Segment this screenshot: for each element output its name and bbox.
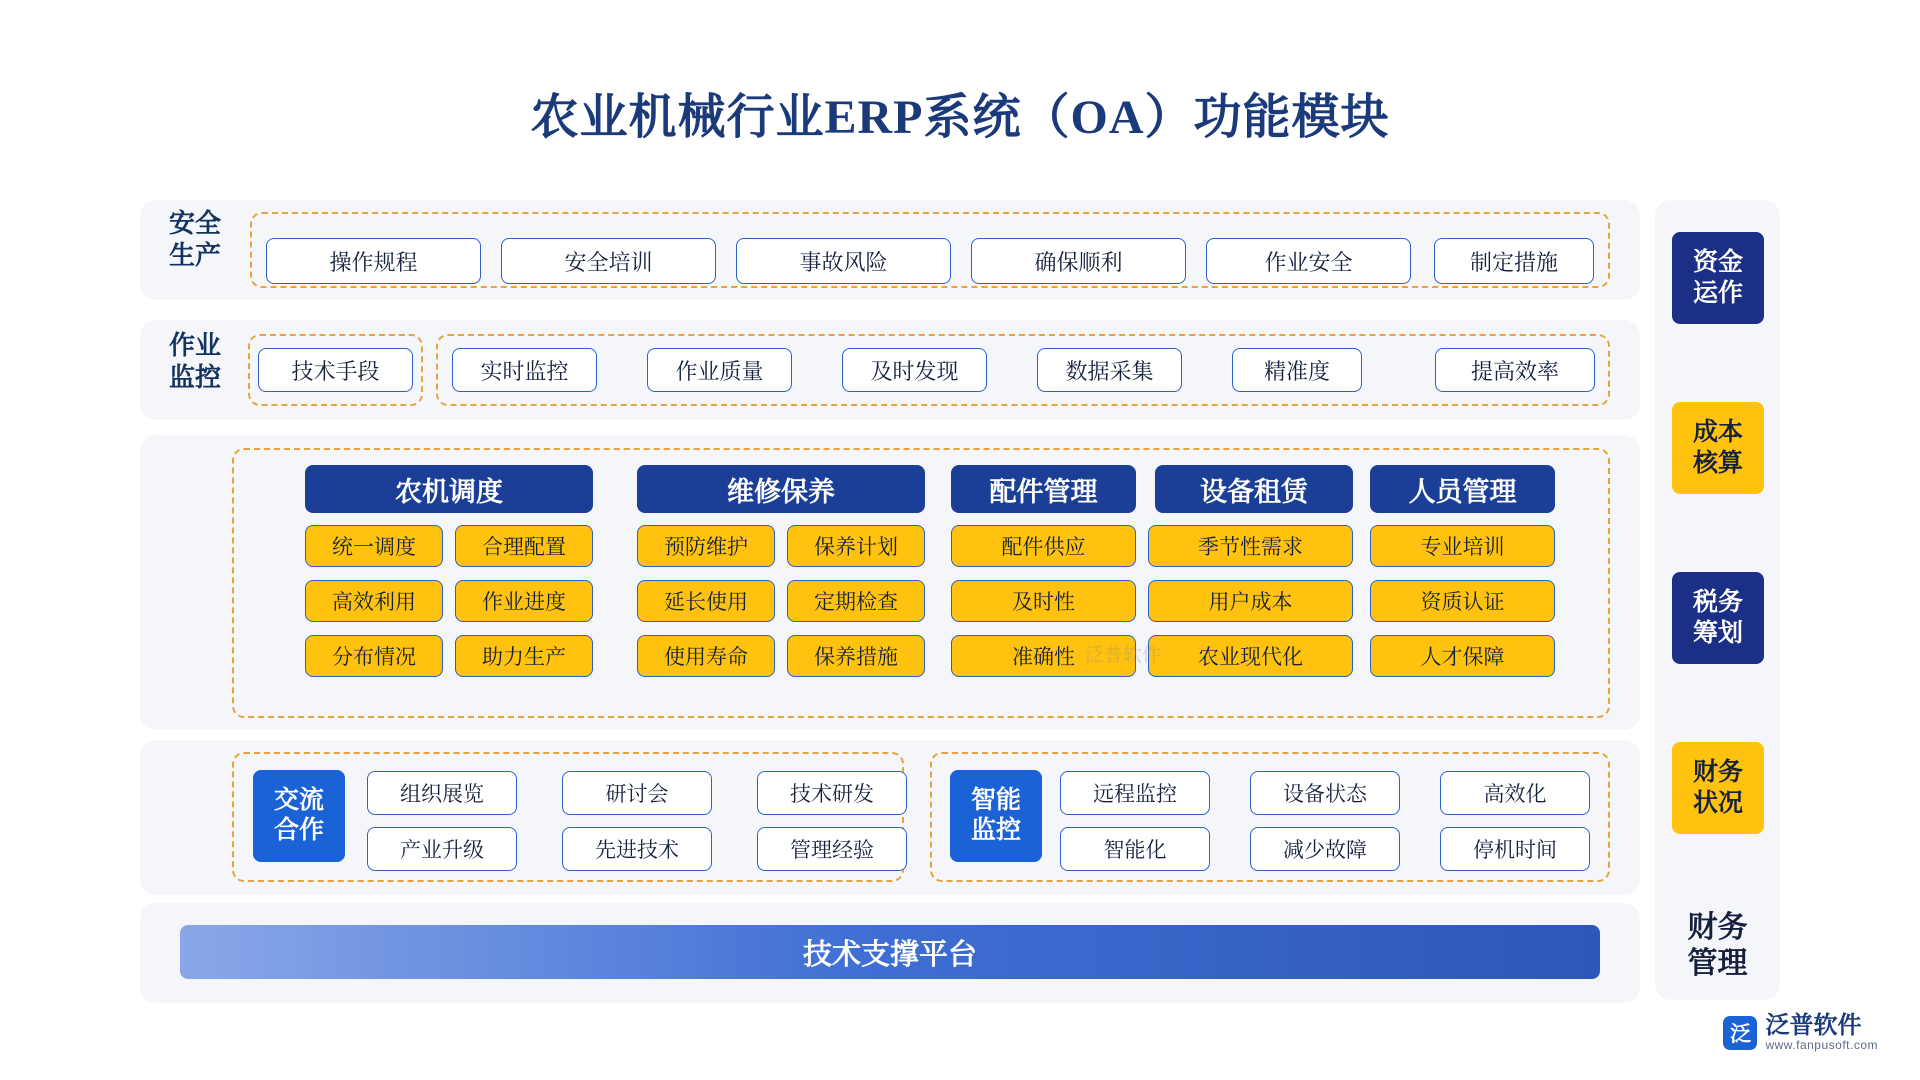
smart-monitor-item-5[interactable]: 停机时间 [1440,827,1590,871]
rail-item-2-line2: 筹划 [1692,620,1743,647]
collab-item-0[interactable]: 组织展览 [367,771,517,815]
brand-url: www.fanpusoft.com [1765,1038,1878,1053]
column-4-item-0[interactable]: 专业培训 [1370,525,1555,567]
smart-monitor-label-line2: 监控 [970,817,1021,844]
monitor-dashed-group [436,334,1610,406]
smart-monitor-item-1[interactable]: 设备状态 [1250,771,1400,815]
rail-item-2-line1: 税务 [1692,589,1743,616]
brand-logo [1723,1014,1878,1052]
column-4-item-1[interactable]: 资质认证 [1370,580,1555,622]
column-2-item-2[interactable]: 准确性 [951,635,1136,677]
column-3-item-0[interactable]: 季节性需求 [1148,525,1353,567]
brand-name: 泛普软件 [1765,1013,1862,1040]
rail-item-0[interactable] [1672,232,1764,324]
collab-label-line1: 交流 [273,787,324,814]
column-head-4[interactable]: 人员管理 [1370,465,1555,513]
column-head-2[interactable]: 配件管理 [951,465,1136,513]
rail-item-1-line2: 核算 [1692,450,1743,477]
column-head-3[interactable]: 设备租赁 [1155,465,1353,513]
rail-item-4 [1660,900,1775,992]
smart-monitor-item-0[interactable]: 远程监控 [1060,771,1210,815]
smart-monitor-label[interactable] [950,770,1042,862]
column-0-item-5[interactable]: 助力生产 [455,635,593,677]
column-0-item-3[interactable]: 作业进度 [455,580,593,622]
chip-monitor-4[interactable]: 精准度 [1232,348,1362,392]
safety-row-label-line2: 生产 [168,241,221,270]
rail-item-4-line1: 财务 [1687,911,1748,944]
collab-item-2[interactable]: 技术研发 [757,771,907,815]
collab-label-line2: 合作 [273,817,324,844]
rail-item-0-line1: 资金 [1692,249,1743,276]
platform-bar[interactable]: 技术支撑平台 [180,925,1600,979]
smart-monitor-item-3[interactable]: 智能化 [1060,827,1210,871]
column-head-0[interactable]: 农机调度 [305,465,593,513]
monitor-row-label [150,330,240,394]
rail-item-3-line1: 财务 [1692,759,1743,786]
collab-item-5[interactable]: 管理经验 [757,827,907,871]
rail-item-1-line1: 成本 [1692,419,1743,446]
safety-row-label-line1: 安全 [168,209,221,238]
chip-safety-2[interactable]: 事故风险 [736,238,951,284]
chip-safety-5[interactable]: 制定措施 [1434,238,1594,284]
chip-safety-4[interactable]: 作业安全 [1206,238,1411,284]
column-1-item-0[interactable]: 预防维护 [637,525,775,567]
column-1-item-3[interactable]: 定期检查 [787,580,925,622]
smart-monitor-item-4[interactable]: 减少故障 [1250,827,1400,871]
column-3-item-1[interactable]: 用户成本 [1148,580,1353,622]
collab-label[interactable] [253,770,345,862]
chip-monitor-3[interactable]: 数据采集 [1037,348,1182,392]
rail-item-1[interactable] [1672,402,1764,494]
chip-monitor-1[interactable]: 作业质量 [647,348,792,392]
monitor-row-label-line2: 监控 [168,363,221,392]
column-0-item-4[interactable]: 分布情况 [305,635,443,677]
chip-monitor-2[interactable]: 及时发现 [842,348,987,392]
watermark: 泛普软件 [1085,645,1162,666]
chip-monitor-lead[interactable]: 技术手段 [258,348,413,392]
column-1-item-5[interactable]: 保养措施 [787,635,925,677]
column-1-item-4[interactable]: 使用寿命 [637,635,775,677]
column-0-item-2[interactable]: 高效利用 [305,580,443,622]
collab-item-1[interactable]: 研讨会 [562,771,712,815]
chip-monitor-5[interactable]: 提高效率 [1435,348,1595,392]
smart-monitor-item-2[interactable]: 高效化 [1440,771,1590,815]
chip-safety-3[interactable]: 确保顺利 [971,238,1186,284]
rail-item-0-line2: 运作 [1692,280,1743,307]
column-1-item-2[interactable]: 延长使用 [637,580,775,622]
column-0-item-1[interactable]: 合理配置 [455,525,593,567]
rail-item-3-line2: 状况 [1692,790,1743,817]
brand-mark-icon: 泛 [1723,1016,1757,1050]
chip-safety-0[interactable]: 操作规程 [266,238,481,284]
safety-row-label [150,208,240,272]
page-title: 农业机械行业ERP系统（OA）功能模块 [530,91,1390,144]
rail-item-2[interactable] [1672,572,1764,664]
column-4-item-2[interactable]: 人才保障 [1370,635,1555,677]
collab-item-3[interactable]: 产业升级 [367,827,517,871]
column-2-item-1[interactable]: 及时性 [951,580,1136,622]
chip-safety-1[interactable]: 安全培训 [501,238,716,284]
smart-monitor-label-line1: 智能 [970,787,1021,814]
rail-item-4-line2: 管理 [1687,947,1748,980]
monitor-row-label-line1: 作业 [168,331,221,360]
column-1-item-1[interactable]: 保养计划 [787,525,925,567]
column-0-item-0[interactable]: 统一调度 [305,525,443,567]
rail-item-3[interactable] [1672,742,1764,834]
collab-item-4[interactable]: 先进技术 [562,827,712,871]
column-2-item-0[interactable]: 配件供应 [951,525,1136,567]
chip-monitor-0[interactable]: 实时监控 [452,348,597,392]
column-head-1[interactable]: 维修保养 [637,465,925,513]
column-3-item-2[interactable]: 农业现代化 [1148,635,1353,677]
